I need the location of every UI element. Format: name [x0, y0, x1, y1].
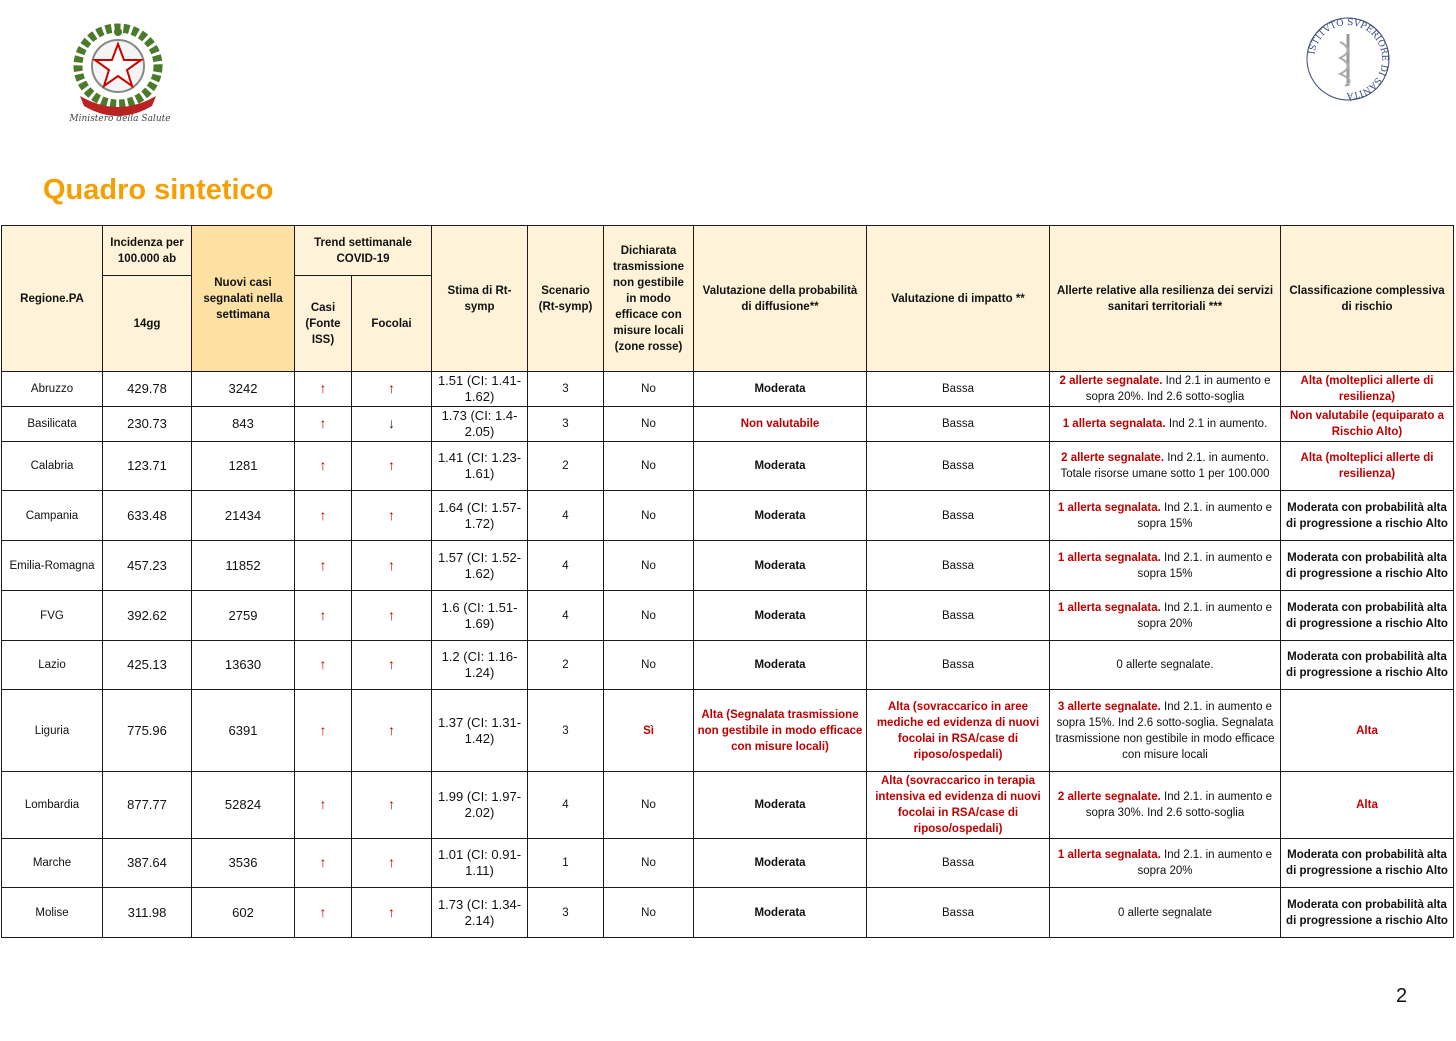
cell-classification: Moderata con probabilità alta di progressione a rischio Alto — [1281, 641, 1454, 690]
cell-incidence: 387.64 — [103, 839, 192, 888]
cell-probability: Moderata — [694, 641, 867, 690]
cell-region: Emilia-Romagna — [2, 541, 103, 591]
cell-rt: 1.2 (CI: 1.16-1.24) — [432, 641, 528, 690]
arrow-up-icon: ↑ — [319, 854, 327, 870]
cell-probability: Moderata — [694, 888, 867, 938]
cell-impact: Bassa — [867, 888, 1050, 938]
header-probability: Valutazione della probabilità di diffusione** — [694, 226, 867, 372]
cell-scenario: 3 — [528, 372, 604, 407]
cell-new-cases: 602 — [192, 888, 295, 938]
cell-alerts — [1050, 491, 1281, 541]
cell-declared: No — [604, 541, 694, 591]
cell-alerts — [1050, 690, 1281, 772]
table-row — [2, 839, 1454, 888]
cell-alerts — [1050, 641, 1281, 690]
cell-scenario: 3 — [528, 690, 604, 772]
header-trend-outbreaks: Focolai — [352, 276, 432, 372]
cell-trend-cases — [295, 772, 352, 839]
cell-trend-outbreaks — [352, 591, 432, 641]
cell-scenario: 1 — [528, 839, 604, 888]
cell-region: FVG — [2, 591, 103, 641]
arrow-up-icon: ↑ — [388, 606, 395, 623]
cell-new-cases: 52824 — [192, 772, 295, 839]
cell-classification: Alta (molteplici allerte di resilienza) — [1281, 372, 1454, 407]
header-new-cases: Nuovi casi segnalati nella settimana — [192, 226, 295, 372]
alert-detail: Ind 2.1. in aumento e sopra 30%. Ind 2.6 sotto-soglia — [1085, 791, 1273, 819]
cell-trend-cases — [295, 541, 352, 591]
alert-count: 1 allerta segnalata. — [1057, 551, 1161, 564]
cell-trend-outbreaks — [352, 491, 432, 541]
arrow-up-icon: ↑ — [319, 457, 327, 473]
cell-impact: Bassa — [867, 839, 1050, 888]
cell-probability: Moderata — [694, 591, 867, 641]
arrow-up-icon: ↑ — [319, 796, 327, 812]
cell-trend-cases — [295, 888, 352, 938]
header-scenario: Scenario (Rt-symp) — [528, 226, 604, 372]
header-alerts: Allerte relative alla resilienza dei servizi sanitari territoriali *** — [1050, 226, 1281, 372]
iss-seal-text: ISTITVTO SVPERIORE DI SANITÀ — [1307, 17, 1390, 101]
risk-summary-table — [1, 225, 1454, 938]
cell-probability: Non valutabile — [694, 407, 867, 442]
cell-scenario: 2 — [528, 641, 604, 690]
cell-incidence: 429.78 — [103, 372, 192, 407]
cell-region: Abruzzo — [2, 372, 103, 407]
cell-impact: Bassa — [867, 407, 1050, 442]
page-title: Quadro sintetico — [43, 174, 274, 206]
arrow-up-icon: ↑ — [319, 721, 327, 738]
arrow-up-icon: ↑ — [388, 721, 395, 738]
alert-detail: Ind 2.1. in aumento e sopra 15% — [1137, 501, 1273, 530]
cell-trend-outbreaks — [352, 690, 432, 772]
arrow-up-icon: ↑ — [388, 903, 395, 920]
alert-count: 3 allerte segnalate. — [1057, 700, 1161, 713]
arrow-up-icon: ↑ — [388, 854, 395, 870]
cell-trend-outbreaks — [352, 888, 432, 938]
alert-count: 1 allerta segnalata. — [1057, 601, 1161, 614]
cell-classification: Non valutabile (equiparato a Rischio Alto) — [1281, 407, 1454, 442]
cell-classification: Alta — [1281, 772, 1454, 839]
cell-declared: No — [604, 442, 694, 491]
alert-count: 1 allerta segnalata. — [1062, 418, 1166, 430]
cell-alerts — [1050, 407, 1281, 442]
cell-rt: 1.6 (CI: 1.51-1.69) — [432, 591, 528, 641]
cell-rt: 1.41 (CI: 1.23-1.61) — [432, 442, 528, 491]
arrow-up-icon: ↑ — [319, 556, 327, 573]
cell-scenario: 2 — [528, 442, 604, 491]
arrow-down-icon: ↓ — [388, 415, 395, 431]
cell-declared: Sì — [604, 690, 694, 772]
table-row — [2, 407, 1454, 442]
cell-scenario: 4 — [528, 591, 604, 641]
arrow-up-icon: ↑ — [388, 506, 395, 523]
cell-declared: No — [604, 772, 694, 839]
cell-declared: No — [604, 839, 694, 888]
cell-rt: 1.57 (CI: 1.52-1.62) — [432, 541, 528, 591]
cell-alerts — [1050, 541, 1281, 591]
cell-incidence: 392.62 — [103, 591, 192, 641]
cell-rt: 1.64 (CI: 1.57-1.72) — [432, 491, 528, 541]
cell-impact: Bassa — [867, 442, 1050, 491]
cell-incidence: 425.13 — [103, 641, 192, 690]
cell-impact: Bassa — [867, 491, 1050, 541]
cell-region: Campania — [2, 491, 103, 541]
alert-detail: Ind 2.1. in aumento e sopra 15%. Ind 2.6 sotto-soglia. Segnalata trasmissione non gestibile in modo efficace con misure locali — [1055, 700, 1275, 761]
cell-region: Lombardia — [2, 772, 103, 839]
cell-new-cases: 13630 — [192, 641, 295, 690]
arrow-up-icon: ↑ — [319, 380, 327, 396]
cell-new-cases: 1281 — [192, 442, 295, 491]
alert-count: 1 allerta segnalata. — [1057, 501, 1161, 514]
cell-probability: Moderata — [694, 491, 867, 541]
alert-count: 2 allerte segnalate. — [1061, 452, 1165, 464]
cell-probability: Moderata — [694, 839, 867, 888]
cell-rt: 1.99 (CI: 1.97-2.02) — [432, 772, 528, 839]
alert-detail: Ind 2.1 in aumento. — [1165, 418, 1268, 430]
arrow-up-icon: ↑ — [388, 457, 395, 473]
cell-declared: No — [604, 491, 694, 541]
cell-incidence: 230.73 — [103, 407, 192, 442]
cell-region: Calabria — [2, 442, 103, 491]
page-number: 2 — [1396, 985, 1408, 1007]
cell-declared: No — [604, 641, 694, 690]
arrow-up-icon: ↑ — [388, 380, 395, 396]
header-classification: Classificazione complessiva di rischio — [1281, 226, 1454, 372]
cell-probability: Alta (Segnalata trasmissione non gestibile in modo efficace con misure locali) — [694, 690, 867, 772]
cell-trend-outbreaks — [352, 772, 432, 839]
cell-incidence: 457.23 — [103, 541, 192, 591]
alert-count: 1 allerta segnalata. — [1057, 849, 1161, 861]
cell-impact: Bassa — [867, 541, 1050, 591]
cell-classification: Moderata con probabilità alta di progressione a rischio Alto — [1281, 491, 1454, 541]
cell-new-cases: 2759 — [192, 591, 295, 641]
cell-classification: Moderata con probabilità alta di progressione a rischio Alto — [1281, 591, 1454, 641]
cell-impact: Bassa — [867, 591, 1050, 641]
cell-trend-cases — [295, 491, 352, 541]
arrow-up-icon: ↑ — [388, 556, 395, 573]
cell-region: Lazio — [2, 641, 103, 690]
cell-new-cases: 11852 — [192, 541, 295, 591]
arrow-up-icon: ↑ — [388, 796, 395, 812]
arrow-up-icon: ↑ — [319, 415, 327, 431]
cell-rt: 1.51 (CI: 1.41-1.62) — [432, 372, 528, 407]
cell-incidence: 633.48 — [103, 491, 192, 541]
cell-impact: Alta (sovraccarico in aree mediche ed evidenza di nuovi focolai in RSA/case di riposo/ospedali) — [867, 690, 1050, 772]
cell-classification: Alta (molteplici allerte di resilienza) — [1281, 442, 1454, 491]
header-declared: Dichiarata trasmissione non gestibile in modo efficace con misure locali (zone rosse) — [604, 226, 694, 372]
table-row — [2, 442, 1454, 491]
cell-incidence: 311.98 — [103, 888, 192, 938]
cell-rt: 1.73 (CI: 1.4-2.05) — [432, 407, 528, 442]
cell-rt: 1.01 (CI: 0.91-1.11) — [432, 839, 528, 888]
cell-new-cases: 843 — [192, 407, 295, 442]
cell-incidence: 775.96 — [103, 690, 192, 772]
cell-region: Basilicata — [2, 407, 103, 442]
table-row — [2, 690, 1454, 772]
cell-trend-outbreaks — [352, 839, 432, 888]
cell-trend-cases — [295, 372, 352, 407]
cell-trend-cases — [295, 690, 352, 772]
cell-new-cases: 6391 — [192, 690, 295, 772]
cell-classification: Moderata con probabilità alta di progressione a rischio Alto — [1281, 888, 1454, 938]
cell-trend-outbreaks — [352, 641, 432, 690]
cell-region: Liguria — [2, 690, 103, 772]
cell-incidence: 877.77 — [103, 772, 192, 839]
cell-declared: No — [604, 407, 694, 442]
cell-declared: No — [604, 372, 694, 407]
cell-trend-outbreaks — [352, 407, 432, 442]
cell-alerts — [1050, 372, 1281, 407]
cell-declared: No — [604, 888, 694, 938]
cell-probability: Moderata — [694, 541, 867, 591]
cell-alerts — [1050, 888, 1281, 938]
cell-trend-cases — [295, 839, 352, 888]
header-incidence: Incidenza per 100.000 ab — [103, 226, 192, 276]
table-row — [2, 491, 1454, 541]
alert-count: 2 allerte segnalate. — [1059, 375, 1163, 387]
cell-classification: Moderata con probabilità alta di progressione a rischio Alto — [1281, 839, 1454, 888]
table-row — [2, 772, 1454, 839]
arrow-up-icon: ↑ — [319, 606, 327, 623]
cell-new-cases: 3536 — [192, 839, 295, 888]
header-trend-cases: Casi (Fonte ISS) — [295, 276, 352, 372]
table-row — [2, 541, 1454, 591]
cell-scenario: 3 — [528, 407, 604, 442]
header-trend: Trend settimanale COVID-19 — [295, 226, 432, 276]
table-row — [2, 888, 1454, 938]
header-region: Regione.PA — [2, 226, 103, 372]
cell-probability: Moderata — [694, 442, 867, 491]
cell-trend-outbreaks — [352, 372, 432, 407]
cell-trend-outbreaks — [352, 541, 432, 591]
alert-detail: Ind 2.1. in aumento. Totale risorse umane sotto 1 per 100.000 — [1060, 452, 1270, 480]
cell-scenario: 4 — [528, 541, 604, 591]
alert-detail: 0 allerte segnalate. — [1116, 659, 1214, 671]
alert-count: 2 allerte segnalate. — [1057, 791, 1161, 803]
cell-declared: No — [604, 591, 694, 641]
cell-impact: Bassa — [867, 372, 1050, 407]
cell-new-cases: 21434 — [192, 491, 295, 541]
cell-scenario: 3 — [528, 888, 604, 938]
ministero-label: Ministero della Salute — [69, 114, 171, 124]
cell-trend-cases — [295, 442, 352, 491]
alert-detail: Ind 2.1. in aumento e sopra 20% — [1137, 601, 1273, 630]
cell-alerts — [1050, 442, 1281, 491]
alert-detail: 0 allerte segnalate — [1118, 906, 1212, 919]
cell-classification: Moderata con probabilità alta di progressione a rischio Alto — [1281, 541, 1454, 591]
cell-alerts — [1050, 772, 1281, 839]
header-incidence-14gg: 14gg — [103, 276, 192, 372]
cell-region: Marche — [2, 839, 103, 888]
cell-region: Molise — [2, 888, 103, 938]
cell-trend-cases — [295, 641, 352, 690]
arrow-up-icon: ↑ — [388, 656, 395, 672]
header-rt: Stima di Rt-symp — [432, 226, 528, 372]
alert-detail: Ind 2.1. in aumento e sopra 20% — [1137, 849, 1273, 877]
cell-probability: Moderata — [694, 372, 867, 407]
cell-classification: Alta — [1281, 690, 1454, 772]
table-row — [2, 641, 1454, 690]
iss-seal-icon — [1305, 16, 1391, 102]
cell-alerts — [1050, 591, 1281, 641]
cell-alerts — [1050, 839, 1281, 888]
table-row — [2, 591, 1454, 641]
cell-scenario: 4 — [528, 491, 604, 541]
cell-impact: Bassa — [867, 641, 1050, 690]
cell-trend-cases — [295, 407, 352, 442]
arrow-up-icon: ↑ — [319, 656, 327, 672]
cell-impact: Alta (sovraccarico in terapia intensiva ed evidenza di nuovi focolai in RSA/case di riposo/ospedali) — [867, 772, 1050, 839]
cell-scenario: 4 — [528, 772, 604, 839]
cell-new-cases: 3242 — [192, 372, 295, 407]
cell-trend-cases — [295, 591, 352, 641]
cell-rt: 1.37 (CI: 1.31-1.42) — [432, 690, 528, 772]
alert-detail: Ind 2.1. in aumento e sopra 15% — [1137, 551, 1273, 580]
cell-rt: 1.73 (CI: 1.34-2.14) — [432, 888, 528, 938]
arrow-up-icon: ↑ — [319, 903, 327, 920]
arrow-up-icon: ↑ — [319, 506, 327, 523]
cell-probability: Moderata — [694, 772, 867, 839]
cell-trend-outbreaks — [352, 442, 432, 491]
cell-incidence: 123.71 — [103, 442, 192, 491]
alert-detail: Ind 2.1 in aumento e sopra 20%. Ind 2.6 sotto-soglia — [1085, 375, 1271, 403]
table-row — [2, 372, 1454, 407]
header-impact: Valutazione di impatto ** — [867, 226, 1050, 372]
